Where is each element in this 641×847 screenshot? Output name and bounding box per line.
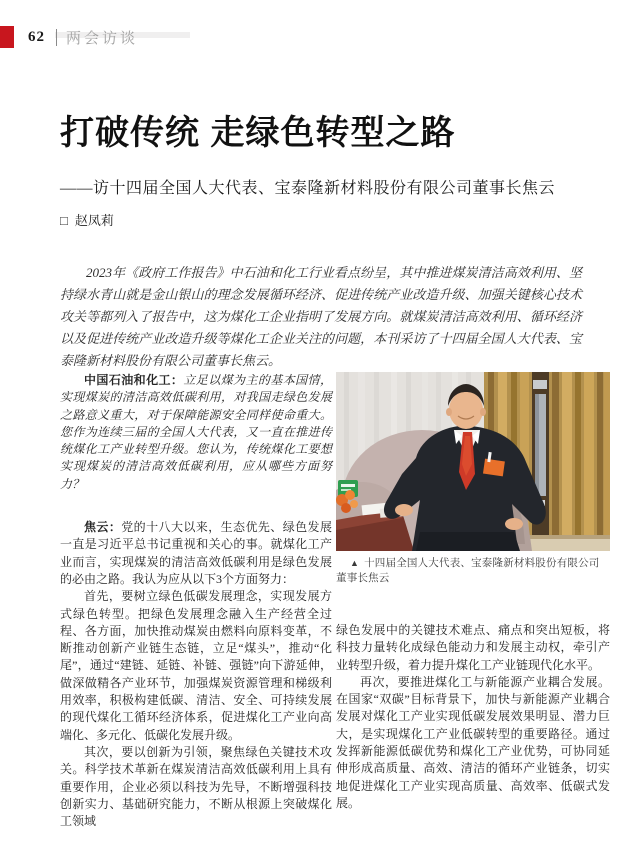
question-text: 立足以煤为主的基本国情，实现煤炭的清洁高效低碳利用，对我国走绿色发展之路意义重大，对于保障能源安全同样使命重大。您作为连续三届的全国人大代表，又一直在推进传统煤化工产业转型升级。您认为，传统煤化工要想实现煤炭的清洁高效低碳利用，应从哪些方面努力？	[60, 373, 332, 491]
answer-paragraph-3-left: 其次，要以创新为引领，聚焦绿色关键技术攻关。科学技术革新在煤炭清洁高效低碳利用上具有重要作用，企业必须以科技为先导，不断增强科技创新实力、基础研究能力，不断从根源上突破煤化工领域	[60, 744, 332, 829]
article-subtitle: ——访十四届全国人大代表、宝泰隆新材料股份有限公司董事长焦云	[60, 180, 556, 197]
open-square-icon: □	[60, 213, 68, 228]
photo-caption-text: 十四届全国人大代表、宝泰隆新材料股份有限公司董事长焦云	[336, 558, 600, 584]
question-speaker: 中国石油和化工：	[84, 373, 184, 387]
up-triangle-icon: ▲	[350, 558, 360, 568]
answer-paragraph-1	[60, 519, 332, 588]
question-paragraph	[60, 372, 332, 493]
article-title: 打破传统 走绿色转型之路	[60, 114, 456, 152]
answer-text-1: 党的十八大以来，生态优先、绿色发展一直是习近平总书记重视和关心的事。就煤化工产业而言，实现煤炭的清洁高效低碳利用是绿色发展的必由之路。我认为应从以下3个方面努力：	[60, 520, 332, 586]
answer-paragraph-3-right: 绿色发展中的关键技术难点、痛点和突出短板，将科技力量转化成绿色能动力和发展主动权，牵引产业转型升级，着力提升煤化工产业链现代化水平。	[336, 623, 610, 672]
photo-illustration	[336, 372, 610, 551]
byline	[60, 210, 114, 229]
right-column	[336, 372, 610, 812]
page-number: 62	[28, 28, 45, 45]
author-name: 赵凤莉	[74, 213, 114, 228]
answer-speaker: 焦云：	[84, 520, 122, 535]
section-title: 两会访谈	[66, 30, 139, 47]
header-divider	[56, 29, 57, 46]
lead-paragraph: 2023年《政府工作报告》中石油和化工行业看点纷呈，其中推进煤炭清洁高效利用、坚持绿水青山就是金山银山的理念发展循环经济、促进传统产业改造升级、加强关键核心技术攻关等都列入了报告中，这为煤化工企业指明了发展方向。就煤炭清洁高效利用、循环经济以及促进传统产业改造升级等煤化工企业关注的问题，本刊采访了十四届全国人大代表、宝泰隆新材料股份有限公司董事长焦云。	[60, 265, 582, 368]
interview-photo-figure	[336, 372, 610, 586]
answer-paragraph-2: 首先，要树立绿色低碳发展理念，实现发展方式绿色转型。把绿色发展理念融入生产经营全过程、各方面，加快推动煤炭由燃料向原料变革，不断推动创新产业链生态链，立足“煤头”，推动“化尾”，通过“建链、延链、补链、强链”向下游延伸，做深做精各产业环节，加强煤炭资源管理和梯级利用效率，积极构建低碳、清洁、安全、可持续发展的现代煤化工循环经济体系，促进煤化工产业向高端化、多元化、低碳化发展升级。	[60, 589, 332, 742]
photo-caption	[336, 556, 610, 586]
red-accent-block	[0, 26, 14, 48]
page-header	[0, 25, 138, 49]
answer-paragraph-4: 再次，要推进煤化工与新能源产业耦合发展。在国家“双碳”目标背景下，加快与新能源产业耦合发展对煤化工产业实现低碳发展效果明显、潜力巨大，是实现煤化工产业低碳转型的重要路径。通过发挥新能源低碳优势和煤化工产业优势，可协同延伸形成高质量、高效、清洁的循环产业链条，切实地促进煤化工产业实现高质量、高效率、低碳式发展。	[336, 674, 610, 810]
left-column	[60, 372, 332, 830]
jiao-yun-photo	[336, 372, 610, 551]
